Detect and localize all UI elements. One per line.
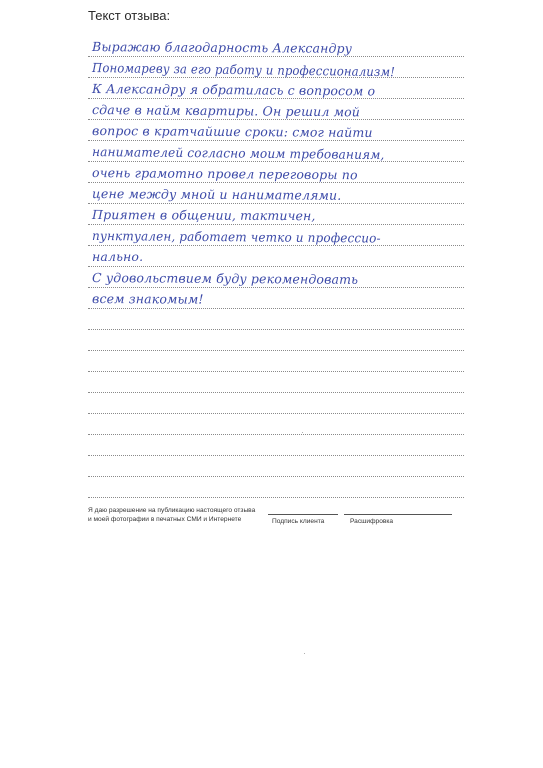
ruled-line	[88, 162, 464, 183]
handwritten-line: нально.	[92, 249, 144, 264]
ruled-line	[88, 120, 464, 141]
signature-caption: Подпись клиента	[272, 518, 325, 525]
ruled-line	[88, 204, 464, 225]
transcript-caption: Расшифровка	[350, 518, 394, 525]
scan-speck	[304, 653, 305, 654]
ruled-line	[88, 477, 464, 498]
ruled-line	[88, 414, 464, 435]
handwritten-line: Приятен в общении, тактичен,	[92, 207, 316, 224]
ruled-line	[88, 267, 464, 288]
ruled-line	[88, 78, 464, 99]
handwritten-line: нанимателей согласно моим требованиям,	[92, 144, 385, 163]
ruled-line	[88, 330, 464, 351]
ruled-line	[88, 36, 464, 57]
handwritten-line: вопрос в кратчайшие сроки: смог найти	[92, 123, 373, 140]
ruled-line	[88, 246, 464, 267]
handwritten-line: Выражаю благодарность Александру	[92, 39, 353, 56]
transcript-line	[344, 514, 452, 515]
form-title: Текст отзыва:	[88, 8, 171, 23]
ruled-line	[88, 99, 464, 120]
handwritten-line: Пономареву за его работу и профессионализм!	[92, 60, 396, 80]
handwritten-line: очень грамотно провел переговоры по	[92, 165, 358, 183]
ruled-line	[88, 288, 464, 309]
signature-line	[268, 514, 338, 515]
ruled-line	[88, 309, 464, 330]
handwritten-line: всем знакомым!	[92, 291, 204, 307]
consent-line: Я даю разрешение на публикацию настоящего отзыва	[88, 507, 256, 514]
handwritten-line: К Александру я обратилась с вопросом о	[92, 81, 376, 99]
handwritten-line: С удовольствием буду рекомендовать	[92, 270, 359, 287]
ruled-line	[88, 57, 464, 78]
handwritten-line: пунктуален, работает четко и профессио-	[92, 228, 381, 246]
handwritten-line: сдаче в найм квартиры. Он решил мой	[92, 102, 361, 120]
ruled-line	[88, 372, 464, 393]
ruled-line	[88, 183, 464, 204]
ruled-line	[88, 435, 464, 456]
consent-line: и моей фотографии в печатных СМИ и Интернете	[88, 516, 242, 523]
ruled-line	[88, 351, 464, 372]
handwritten-line: цене между мной и нанимателями.	[92, 186, 342, 203]
publication-consent	[88, 506, 268, 524]
ruled-line	[88, 141, 464, 162]
ruled-line	[88, 456, 464, 477]
review-text-area	[88, 36, 464, 498]
ruled-line	[88, 225, 464, 246]
scan-speck	[302, 432, 303, 433]
ruled-line	[88, 393, 464, 414]
